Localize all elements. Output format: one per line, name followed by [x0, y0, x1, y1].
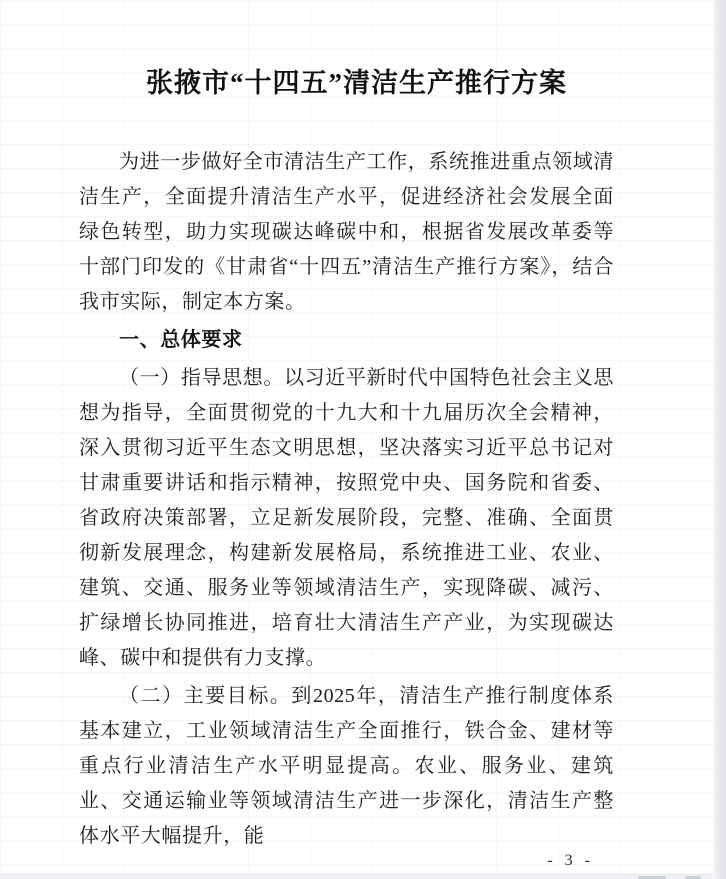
document-title: 张掖市“十四五”清洁生产推行方案	[146, 68, 567, 98]
page-number: - 3 -	[547, 852, 594, 869]
vertical-scrollbar-track[interactable]	[713, 0, 726, 879]
paragraph-main-goals: （二）主要目标。到2025年，清洁生产推行制度体系基本建立，工业领域清洁生产全面推行，铁合金、建材等重点行业清洁生产水平明显提高。农业、服务业、建筑业、交通运输业等领域清洁生产进一步深化，清洁生产整体水平大幅提升，能	[79, 685, 614, 847]
document-body	[79, 145, 614, 854]
paragraph-intro: 为进一步做好全市清洁生产工作，系统推进重点领域清洁生产，全面提升清洁生产水平，促进经济社会发展全面绿色转型，助力实现碳达峰碳中和，根据省发展改革委等十部门印发的《甘肃省“十四五”清洁生产推行方案》，结合我市实际，制定本方案。	[79, 151, 614, 313]
paragraph-guiding-ideology: （一）指导思想。以习近平新时代中国特色社会主义思想为指导，全面贯彻党的十九大和十九届历次全会精神，深入贯彻习近平生态文明思想，坚决落实习近平总书记对甘肃重要讲话和指示精神，按照党中央、国务院和省委、省政府决策部署，立足新发展阶段，完整、准确、全面贯彻新发展理念，构建新发展格局，系统推进工业、农业、建筑、交通、服务业等领域清洁生产，实现降碳、减污、扩绿增长协同推进，培育壮大清洁生产产业，为实现碳达峰、碳中和提供有力支撑。	[79, 367, 614, 669]
section-heading-overall-requirements: 一、总体要求	[119, 329, 243, 351]
bottom-edge-strip	[0, 874, 713, 879]
